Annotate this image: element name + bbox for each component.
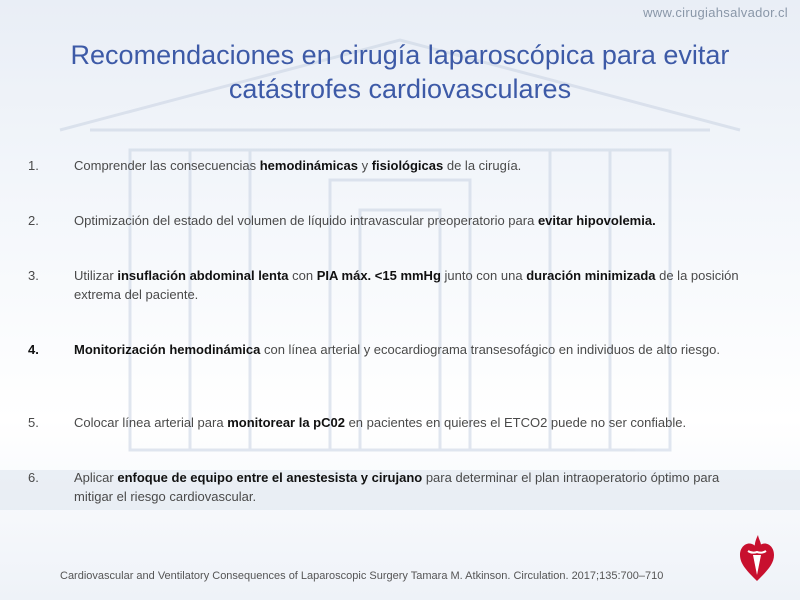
item-text-segment: en pacientes en quieres el ETCO2 puede no ser confiable. bbox=[344, 415, 687, 430]
item-text-segment: para determinar el plan intraoperatorio óptimo para mitigar el riesgo cardiovascular. bbox=[74, 470, 720, 504]
item-emphasis: evitar hipovolemia. bbox=[537, 213, 656, 228]
item-text-segment: y bbox=[357, 158, 372, 173]
item-emphasis: hemodinámicas bbox=[259, 158, 358, 173]
title-line-1: Recomendaciones en cirugía laparoscópica para evitar bbox=[70, 40, 730, 70]
item-number: 6. bbox=[28, 470, 39, 485]
item-text-segment: Optimización del estado del volumen de líquido intravascular preoperatorio para bbox=[74, 213, 538, 228]
item-emphasis: fisiológicas bbox=[371, 158, 444, 173]
item-number: 1. bbox=[28, 158, 39, 173]
item-text-segment: Colocar línea arterial para bbox=[74, 415, 228, 430]
item-text bbox=[74, 156, 754, 175]
item-text-segment: con línea arterial y ecocardiograma transesofágico en individuos de alto riesgo. bbox=[260, 342, 720, 357]
item-text-segment: Aplicar bbox=[74, 470, 118, 485]
item-emphasis: insuflación abdominal lenta bbox=[117, 268, 289, 283]
site-url[interactable]: www.cirugiahsalvador.cl bbox=[643, 5, 788, 20]
item-number: 5. bbox=[28, 415, 39, 430]
slide-title bbox=[40, 38, 760, 106]
item-emphasis: enfoque de equipo entre el anestesista y cirujano bbox=[117, 470, 423, 485]
heart-torch-logo-icon bbox=[739, 531, 775, 583]
item-emphasis: Monitorización hemodinámica bbox=[74, 342, 261, 357]
item-text-segment: de la posición extrema del paciente. bbox=[74, 268, 739, 302]
item-text bbox=[74, 211, 754, 230]
item-text-segment: junto con una bbox=[440, 268, 527, 283]
item-number: 4. bbox=[28, 342, 39, 357]
item-text-segment: Comprender las consecuencias bbox=[74, 158, 260, 173]
item-text-segment: de la cirugía. bbox=[443, 158, 522, 173]
item-text bbox=[74, 468, 754, 506]
item-text-segment: con bbox=[288, 268, 317, 283]
item-text bbox=[74, 266, 754, 304]
item-text bbox=[74, 340, 754, 359]
citation: Cardiovascular and Ventilatory Consequences of Laparoscopic Surgery Tamara M. Atkinson. Circulation. 2017;135:700–710 bbox=[60, 570, 664, 582]
item-text bbox=[74, 413, 754, 432]
item-number: 2. bbox=[28, 213, 39, 228]
item-number: 3. bbox=[28, 268, 39, 283]
item-text-segment: Utilizar bbox=[74, 268, 118, 283]
item-emphasis: monitorear la pC02 bbox=[227, 415, 345, 430]
item-emphasis: PIA máx. <15 mmHg bbox=[316, 268, 441, 283]
title-line-2: catástrofes cardiovasculares bbox=[228, 74, 572, 104]
item-emphasis: duración minimizada bbox=[526, 268, 656, 283]
